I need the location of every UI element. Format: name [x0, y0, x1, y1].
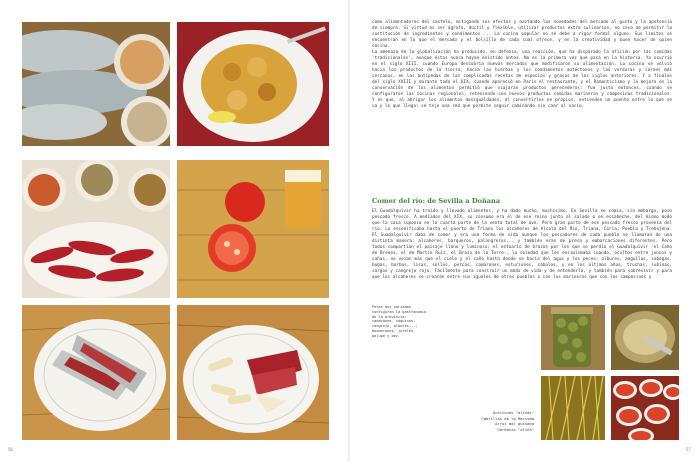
credit-line: Garbanzo "aliñá" — [497, 426, 534, 432]
fish-on-plate-photo — [22, 305, 170, 440]
right-folio: 57 — [686, 447, 691, 452]
section-text: El Guadalquivir ha traído y llevado alimentos, y ha dado mucho, muchísimo. En Sevilla se comía, sin embargo, poco pescado fresco. A mediados del XIX, su consumo era el de ese reino junto al salado o en escabeche, del mismo modo que la casa suponía en la cuarta parte de la venta total de ave. Pero gran parte de ese pescado fresco provenía del río. Lo escenificaba hasta el puerto de Triana los alcaheres de Alcalá del Río, Triana, Coria, Puebla y Trebujena. El Guadalquivir daba de comer y era una forma de vida aunque los pescadores de cada pueblo se llamaran de una distinta manera: alcaheres, barqueros, palangreros... y también eran de presa y embarcaciones diferentes. Pero todos compartían el paisaje llano y luminoso; el estuario de brazos por los que se perdía el Guadalquivir -el Caño de Brenes, el de Martín Ruiz, el Brazo de la Torre-, la soledad que les ensimismaba cuando, ocultos entre juncos y cañas, no veían más que el cielo y el caño hasta donde se hacía del agua y los peces: albures, anguilas, sabogas, bogas, barbos, lisas, sollos, percas, camarones, esturiones, sábalos, y en los últimos años, truchas, lubinas, sargos y cangrejo rojo. Fácilmente para construir un modo de vida y de entenderla, y también para sobrevivir y para que los alcaheres se crearan entre sus iguales de otros pueblos o con los marineros que con los campesinos y — [372, 209, 672, 280]
dried-grass-photo — [541, 376, 605, 440]
credit-line: Arroz mal guisado — [495, 421, 534, 427]
tomato-and-beer-photo — [177, 160, 329, 298]
credit-line: Aceitunas "aliñás" — [492, 410, 534, 415]
olive-jar-photo — [541, 305, 605, 370]
rice-basket-photo — [611, 305, 679, 370]
section-title: Comer del río: de Sevilla a Doñana — [372, 197, 501, 205]
credit-line: Cabrillas de la Marisma — [481, 415, 534, 421]
product-credits — [470, 410, 534, 432]
fried-fish-plate-photo — [177, 22, 329, 146]
intro-text: como alimentadores del castelo, mitigando sus efectos y azotando las novedades del mercado al gusto y la apetencia de siempre. Si virtud es ser ágrafa, dúctil y flexible, utilizar productos extra culinarios, no cesa de permitir la sustitución de ingredientes y condimentos ... La cocina popular no se debe a rigor formal alguno. Sus límites se encuentran en lo que el mercado y el bolsillo de cada cual ofrece, y en la creatividad y buen hacer de quien cocina. La amenaza de la globalización ha producido, en defensa, una reacción, que ha disparado la afición por las comidas 'tradicionales', aunque éstas nunca hayan existido antes. No es la primera vez que pasa en la historia. Ya ocurrió en el siglo XIII, cuando Europa descubría nuevos mercados que modificaron su alimentación. La cocina se volvió hacia los productos de la tierra, hacia las hierbas y los condimentos autóctonos y las verduras y carnes más cercanas, en las antípodas de las complicadas recetas de especias y grasas de los siglos anteriores. Y a finales del siglo XVIII y durante todo el XIX, cuando apareció en París el restaurante, y el Romanticismo y la mejora en la conservación de los alimentos permitió que viajaran productos perecederos: fue justo entonces, cuando se configuraron las cocinas regionales, reteniendo con nuevos productos comidas marineras y campesinas tradicionales. Y es que, al abrigar los alimentos desigualdades, al convertirlos en propios, entienden un puente entre lo que se va y lo que llega: se teje una red que permite seguir caminando sin caer al vacío. — [372, 20, 672, 109]
left-folio: 56 — [8, 447, 13, 452]
spice-bowls-photo — [611, 376, 679, 440]
ham-and-cheese-plate-photo — [177, 305, 329, 440]
fish-and-bowls-photo — [22, 22, 170, 146]
peppers-and-bowls-photo — [22, 160, 170, 298]
fish-caption: Peces muy variados configuran la gastronomía de la provincia: camarones, coquinas, cangrejo, albures...; boquerones, jureles, galupe y pez. — [372, 305, 427, 338]
